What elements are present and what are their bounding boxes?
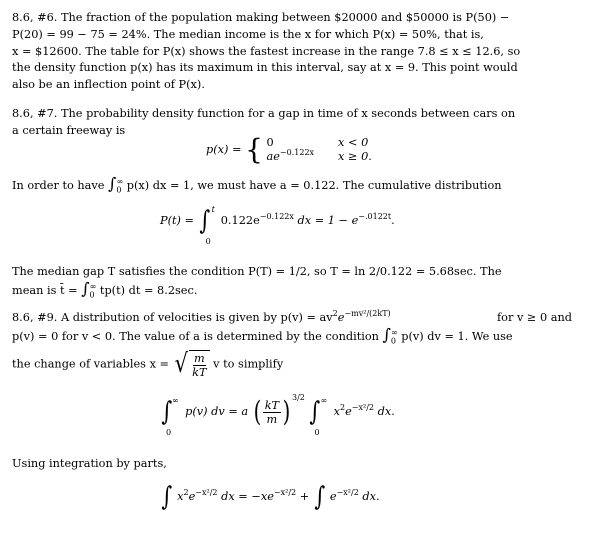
cdf-integral: ∫ t 0 bbox=[198, 205, 215, 246]
eq1-lhs: p(v) dv = a bbox=[185, 405, 249, 418]
p9-line2-pre: p(v) = 0 for v < 0. The value of a is determined by the condition bbox=[12, 329, 379, 343]
p9-line2-post: p(v) dv = 1. We use bbox=[401, 329, 513, 343]
parts-text: Using integration by parts, bbox=[12, 457, 167, 470]
problem-9-paragraph bbox=[12, 310, 572, 379]
eq1-rhs-square: 2 bbox=[340, 403, 346, 413]
eq1-fraction: $\frac{kT}{m}$ bbox=[264, 398, 280, 426]
velocity-integral-equation: ∫ ∞ 0 p(v) dv = a ( $\frac{kT}{m}$ ) $^{3/2}$ ∫ ∞ 0 $x^2e^{-x^2/2}$ dx. bbox=[161, 393, 395, 437]
eq1-rhs-exp: −x²/2 bbox=[351, 403, 374, 413]
sqrt-numerator: m bbox=[194, 351, 205, 365]
cdf-dx: dx = 1 − e bbox=[297, 214, 359, 227]
sqrt-denominator: kT bbox=[192, 365, 207, 379]
eq1-end: dx. bbox=[377, 405, 395, 418]
eq2-integral-2: ∫ bbox=[314, 482, 325, 512]
median-paragraph bbox=[12, 264, 572, 300]
mean-pre: mean is t̄ = bbox=[12, 283, 78, 297]
normalization-post: p(x) dx = 1, we must have a = 0.122. The cumulative distribution bbox=[126, 179, 502, 192]
eq1-integral-2: ∫ ∞ 0 bbox=[309, 396, 328, 437]
median-line-2 bbox=[12, 278, 572, 300]
case-2-value: $ae^{-0.122x}$ bbox=[266, 148, 315, 163]
cdf-lhs: P(t) = bbox=[160, 214, 195, 227]
eq1-rhs-x: x bbox=[333, 405, 340, 418]
problem-7-intro bbox=[12, 106, 572, 140]
piecewise-cases bbox=[267, 136, 372, 164]
eq2-mid: dx = −xe bbox=[221, 490, 274, 503]
p9-line1-exp: −mv²/(2kT) bbox=[344, 309, 391, 319]
cdf-equation bbox=[160, 205, 395, 246]
integration-by-parts-equation: ∫ $x^2e^{-x^2/2}$ dx = $-xe^{-x^2/2}$ + ∫ $e^{-x^2/2}$ dx. bbox=[161, 482, 380, 512]
mean-integral-sign: ∫ bbox=[81, 278, 90, 298]
eq1-lower: 0 bbox=[166, 428, 172, 437]
p9-integral-sign: ∫ bbox=[382, 324, 391, 344]
p6-line-2: P(20) = 99 − 75 = 24%. The median income is the x for which P(x) = 50%, that is, bbox=[12, 27, 484, 41]
p7-line-2: a certain freeway is bbox=[12, 123, 126, 137]
p6-line-5: also be an inflection point of P(x). bbox=[12, 78, 205, 92]
p9-line-2 bbox=[12, 324, 572, 346]
p6-line-4: the density function p(x) has its maximum in this interval, say at x = 9. This point would bbox=[12, 61, 518, 75]
p9-line1-post: for v ≥ 0 and bbox=[496, 311, 572, 324]
p9-line-3 bbox=[12, 350, 572, 379]
eq1-integral-1: ∫ ∞ 0 bbox=[161, 396, 179, 437]
p9-line1-e: e bbox=[337, 311, 345, 324]
p9-line1-pre: 8.6, #9. A distribution of velocities is given by p(v) = av bbox=[12, 311, 333, 324]
case-1-condition: x < 0 bbox=[338, 136, 369, 149]
case-1-value: 0 bbox=[266, 136, 274, 149]
p7-line-1: 8.6, #7. The probability density function for a gap in time of x seconds between cars on bbox=[12, 107, 516, 120]
p6-line-1: 8.6, #6. The fraction of the population making between $20000 and $50000 is P(50) − bbox=[12, 11, 510, 24]
p9-line-1 bbox=[12, 310, 572, 327]
case-2-condition: x ≥ 0. bbox=[338, 150, 372, 163]
cdf-lower: 0 bbox=[205, 237, 211, 246]
left-brace: { bbox=[245, 133, 263, 166]
eq1-power: 3/2 bbox=[292, 393, 305, 403]
p9-line3-post: v to simplify bbox=[213, 357, 284, 371]
mean-lower: 0 bbox=[89, 290, 95, 300]
cdf-result-exp: −.0122t bbox=[358, 212, 392, 222]
eq2-x: x bbox=[177, 490, 184, 503]
sqrt-expression: √ $\frac{m}{kT}$ bbox=[173, 350, 210, 379]
cdf-integrand: 0.122e bbox=[220, 214, 260, 227]
problem-6-paragraph bbox=[12, 10, 572, 94]
eq1-lower2: 0 bbox=[314, 428, 320, 437]
piecewise-lhs: p(x) = bbox=[206, 143, 242, 156]
eq2-end: dx. bbox=[362, 490, 380, 503]
case-2-exponent: −0.122x bbox=[279, 148, 315, 158]
eq2-integral-1: ∫ bbox=[161, 482, 173, 512]
cdf-end: . bbox=[391, 214, 395, 227]
p6-line-3: x = $12600. The table for P(x) shows the fastest increase in the range 7.8 ≤ x ≤ 12.6, so bbox=[12, 44, 521, 58]
eq1-upper2: ∞ bbox=[320, 396, 328, 405]
eq1-upper: ∞ bbox=[172, 396, 179, 405]
p9-line1-square: 2 bbox=[332, 309, 338, 319]
p9-line2-upper: ∞ bbox=[390, 328, 398, 338]
normalization-line bbox=[12, 176, 502, 195]
normalization-pre: In order to have bbox=[12, 179, 105, 192]
integral-upper: ∞ bbox=[116, 177, 124, 187]
p9-line3-pre: the change of variables x = bbox=[12, 357, 169, 371]
eq1-rhs-e: e bbox=[345, 405, 352, 418]
mean-post: tp(t) dt = 8.2sec. bbox=[99, 283, 198, 297]
cdf-integrand-exp: −0.122x bbox=[259, 212, 294, 222]
mean-upper: ∞ bbox=[89, 282, 97, 292]
eq2-plus: + bbox=[299, 490, 310, 503]
p9-line2-lower: 0 bbox=[390, 336, 396, 346]
integral-lower: 0 bbox=[116, 185, 122, 195]
integral-sign: ∫ bbox=[108, 174, 117, 193]
median-line-1: The median gap T satisfies the condition P(T) = 1/2, so T = ln 2/0.122 = 5.68sec. The bbox=[12, 265, 502, 278]
piecewise-density-equation bbox=[206, 133, 372, 166]
cdf-upper: t bbox=[211, 205, 215, 214]
